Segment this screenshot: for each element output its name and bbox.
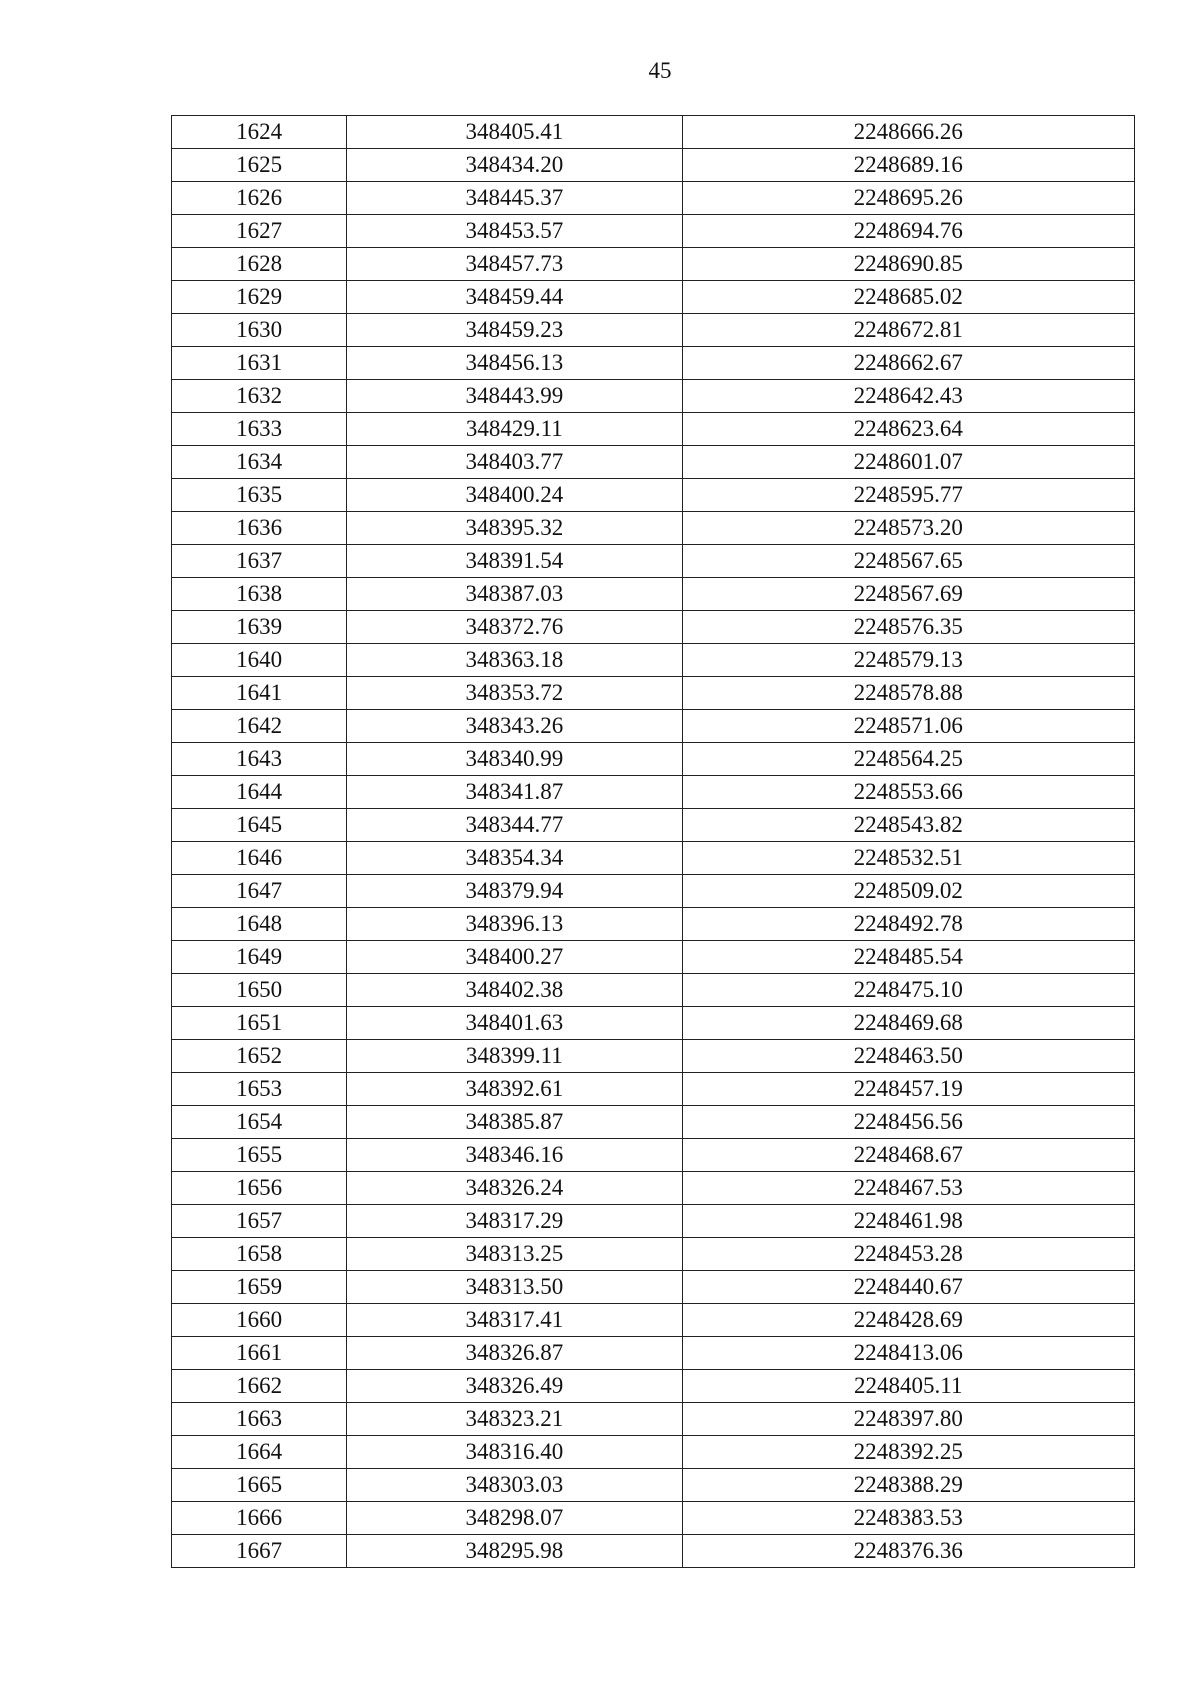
point-number-cell: 1660 [172, 1304, 347, 1337]
x-coordinate-cell: 348295.98 [347, 1535, 682, 1568]
table-row [172, 512, 1135, 545]
y-coordinate-cell: 2248463.50 [682, 1040, 1134, 1073]
x-coordinate-cell: 348399.11 [347, 1040, 682, 1073]
y-coordinate-cell: 2248694.76 [682, 215, 1134, 248]
point-number-cell: 1662 [172, 1370, 347, 1403]
table-row [172, 578, 1135, 611]
x-coordinate-cell: 348323.21 [347, 1403, 682, 1436]
table-row [172, 611, 1135, 644]
point-number-cell: 1632 [172, 380, 347, 413]
point-number-cell: 1635 [172, 479, 347, 512]
table-row [172, 1205, 1135, 1238]
point-number-cell: 1663 [172, 1403, 347, 1436]
point-number-cell: 1657 [172, 1205, 347, 1238]
point-number-cell: 1646 [172, 842, 347, 875]
x-coordinate-cell: 348340.99 [347, 743, 682, 776]
table-row [172, 710, 1135, 743]
table-row [172, 1073, 1135, 1106]
table-row [172, 545, 1135, 578]
y-coordinate-cell: 2248564.25 [682, 743, 1134, 776]
x-coordinate-cell: 348459.23 [347, 314, 682, 347]
point-number-cell: 1665 [172, 1469, 347, 1502]
x-coordinate-cell: 348313.25 [347, 1238, 682, 1271]
x-coordinate-cell: 348326.87 [347, 1337, 682, 1370]
y-coordinate-cell: 2248475.10 [682, 974, 1134, 1007]
y-coordinate-cell: 2248453.28 [682, 1238, 1134, 1271]
table-row [172, 314, 1135, 347]
point-number-cell: 1645 [172, 809, 347, 842]
point-number-cell: 1628 [172, 248, 347, 281]
y-coordinate-cell: 2248457.19 [682, 1073, 1134, 1106]
table-row [172, 1139, 1135, 1172]
y-coordinate-cell: 2248576.35 [682, 611, 1134, 644]
y-coordinate-cell: 2248405.11 [682, 1370, 1134, 1403]
x-coordinate-cell: 348346.16 [347, 1139, 682, 1172]
table-row [172, 644, 1135, 677]
y-coordinate-cell: 2248579.13 [682, 644, 1134, 677]
point-number-cell: 1648 [172, 908, 347, 941]
point-number-cell: 1658 [172, 1238, 347, 1271]
x-coordinate-cell: 348459.44 [347, 281, 682, 314]
y-coordinate-cell: 2248468.67 [682, 1139, 1134, 1172]
table-row [172, 380, 1135, 413]
y-coordinate-cell: 2248376.36 [682, 1535, 1134, 1568]
y-coordinate-cell: 2248440.67 [682, 1271, 1134, 1304]
x-coordinate-cell: 348353.72 [347, 677, 682, 710]
x-coordinate-cell: 348453.57 [347, 215, 682, 248]
x-coordinate-cell: 348354.34 [347, 842, 682, 875]
table-row [172, 281, 1135, 314]
x-coordinate-cell: 348392.61 [347, 1073, 682, 1106]
point-number-cell: 1624 [172, 116, 347, 149]
y-coordinate-cell: 2248573.20 [682, 512, 1134, 545]
x-coordinate-cell: 348445.37 [347, 182, 682, 215]
x-coordinate-cell: 348401.63 [347, 1007, 682, 1040]
x-coordinate-cell: 348326.24 [347, 1172, 682, 1205]
table-row [172, 1304, 1135, 1337]
point-number-cell: 1661 [172, 1337, 347, 1370]
y-coordinate-cell: 2248461.98 [682, 1205, 1134, 1238]
y-coordinate-cell: 2248553.66 [682, 776, 1134, 809]
table-row [172, 479, 1135, 512]
point-number-cell: 1638 [172, 578, 347, 611]
table-row [172, 875, 1135, 908]
page-number: 45 [648, 58, 672, 83]
x-coordinate-cell: 348379.94 [347, 875, 682, 908]
point-number-cell: 1656 [172, 1172, 347, 1205]
x-coordinate-cell: 348372.76 [347, 611, 682, 644]
table-row [172, 446, 1135, 479]
x-coordinate-cell: 348343.26 [347, 710, 682, 743]
x-coordinate-cell: 348363.18 [347, 644, 682, 677]
x-coordinate-cell: 348400.27 [347, 941, 682, 974]
point-number-cell: 1659 [172, 1271, 347, 1304]
point-number-cell: 1634 [172, 446, 347, 479]
table-row [172, 413, 1135, 446]
point-number-cell: 1667 [172, 1535, 347, 1568]
point-number-cell: 1642 [172, 710, 347, 743]
point-number-cell: 1633 [172, 413, 347, 446]
table-row [172, 677, 1135, 710]
table-row [172, 347, 1135, 380]
point-number-cell: 1666 [172, 1502, 347, 1535]
y-coordinate-cell: 2248578.88 [682, 677, 1134, 710]
coordinate-table [171, 115, 1135, 1568]
table-row [172, 182, 1135, 215]
y-coordinate-cell: 2248672.81 [682, 314, 1134, 347]
table-row [172, 1436, 1135, 1469]
point-number-cell: 1636 [172, 512, 347, 545]
table-row [172, 1535, 1135, 1568]
point-number-cell: 1627 [172, 215, 347, 248]
y-coordinate-cell: 2248642.43 [682, 380, 1134, 413]
y-coordinate-cell: 2248543.82 [682, 809, 1134, 842]
y-coordinate-cell: 2248567.65 [682, 545, 1134, 578]
point-number-cell: 1644 [172, 776, 347, 809]
y-coordinate-cell: 2248685.02 [682, 281, 1134, 314]
point-number-cell: 1664 [172, 1436, 347, 1469]
x-coordinate-cell: 348317.41 [347, 1304, 682, 1337]
y-coordinate-cell: 2248428.69 [682, 1304, 1134, 1337]
table-row [172, 1502, 1135, 1535]
table-row [172, 842, 1135, 875]
y-coordinate-cell: 2248456.56 [682, 1106, 1134, 1139]
x-coordinate-cell: 348456.13 [347, 347, 682, 380]
table-row [172, 908, 1135, 941]
y-coordinate-cell: 2248662.67 [682, 347, 1134, 380]
point-number-cell: 1655 [172, 1139, 347, 1172]
point-number-cell: 1654 [172, 1106, 347, 1139]
x-coordinate-cell: 348344.77 [347, 809, 682, 842]
point-number-cell: 1650 [172, 974, 347, 1007]
x-coordinate-cell: 348403.77 [347, 446, 682, 479]
y-coordinate-cell: 2248485.54 [682, 941, 1134, 974]
y-coordinate-cell: 2248492.78 [682, 908, 1134, 941]
point-number-cell: 1629 [172, 281, 347, 314]
x-coordinate-cell: 348396.13 [347, 908, 682, 941]
x-coordinate-cell: 348341.87 [347, 776, 682, 809]
x-coordinate-cell: 348400.24 [347, 479, 682, 512]
x-coordinate-cell: 348313.50 [347, 1271, 682, 1304]
y-coordinate-cell: 2248690.85 [682, 248, 1134, 281]
y-coordinate-cell: 2248689.16 [682, 149, 1134, 182]
y-coordinate-cell: 2248467.53 [682, 1172, 1134, 1205]
y-coordinate-cell: 2248469.68 [682, 1007, 1134, 1040]
x-coordinate-cell: 348443.99 [347, 380, 682, 413]
x-coordinate-cell: 348429.11 [347, 413, 682, 446]
y-coordinate-cell: 2248509.02 [682, 875, 1134, 908]
x-coordinate-cell: 348405.41 [347, 116, 682, 149]
table-row [172, 1007, 1135, 1040]
table-row [172, 809, 1135, 842]
table-row [172, 1403, 1135, 1436]
table-row [172, 941, 1135, 974]
table-row [172, 1337, 1135, 1370]
y-coordinate-cell: 2248666.26 [682, 116, 1134, 149]
x-coordinate-cell: 348434.20 [347, 149, 682, 182]
table-row [172, 1469, 1135, 1502]
point-number-cell: 1630 [172, 314, 347, 347]
point-number-cell: 1626 [172, 182, 347, 215]
point-number-cell: 1652 [172, 1040, 347, 1073]
y-coordinate-cell: 2248695.26 [682, 182, 1134, 215]
point-number-cell: 1631 [172, 347, 347, 380]
table-row [172, 1370, 1135, 1403]
x-coordinate-cell: 348395.32 [347, 512, 682, 545]
table-row [172, 974, 1135, 1007]
point-number-cell: 1641 [172, 677, 347, 710]
point-number-cell: 1653 [172, 1073, 347, 1106]
point-number-cell: 1639 [172, 611, 347, 644]
x-coordinate-cell: 348391.54 [347, 545, 682, 578]
table-row [172, 1238, 1135, 1271]
y-coordinate-cell: 2248571.06 [682, 710, 1134, 743]
table-row [172, 149, 1135, 182]
table-row [172, 248, 1135, 281]
x-coordinate-cell: 348402.38 [347, 974, 682, 1007]
y-coordinate-cell: 2248413.06 [682, 1337, 1134, 1370]
table-body [172, 116, 1135, 1568]
table-row [172, 743, 1135, 776]
table-row [172, 776, 1135, 809]
y-coordinate-cell: 2248392.25 [682, 1436, 1134, 1469]
point-number-cell: 1625 [172, 149, 347, 182]
point-number-cell: 1640 [172, 644, 347, 677]
y-coordinate-cell: 2248595.77 [682, 479, 1134, 512]
point-number-cell: 1643 [172, 743, 347, 776]
x-coordinate-cell: 348316.40 [347, 1436, 682, 1469]
x-coordinate-cell: 348317.29 [347, 1205, 682, 1238]
table-row [172, 1172, 1135, 1205]
point-number-cell: 1649 [172, 941, 347, 974]
y-coordinate-cell: 2248397.80 [682, 1403, 1134, 1436]
x-coordinate-cell: 348326.49 [347, 1370, 682, 1403]
table-row [172, 116, 1135, 149]
point-number-cell: 1647 [172, 875, 347, 908]
table-row [172, 215, 1135, 248]
x-coordinate-cell: 348298.07 [347, 1502, 682, 1535]
table-row [172, 1106, 1135, 1139]
y-coordinate-cell: 2248388.29 [682, 1469, 1134, 1502]
y-coordinate-cell: 2248601.07 [682, 446, 1134, 479]
point-number-cell: 1651 [172, 1007, 347, 1040]
y-coordinate-cell: 2248383.53 [682, 1502, 1134, 1535]
y-coordinate-cell: 2248532.51 [682, 842, 1134, 875]
x-coordinate-cell: 348303.03 [347, 1469, 682, 1502]
y-coordinate-cell: 2248567.69 [682, 578, 1134, 611]
table-row [172, 1040, 1135, 1073]
x-coordinate-cell: 348387.03 [347, 578, 682, 611]
x-coordinate-cell: 348385.87 [347, 1106, 682, 1139]
table-row [172, 1271, 1135, 1304]
point-number-cell: 1637 [172, 545, 347, 578]
x-coordinate-cell: 348457.73 [347, 248, 682, 281]
y-coordinate-cell: 2248623.64 [682, 413, 1134, 446]
